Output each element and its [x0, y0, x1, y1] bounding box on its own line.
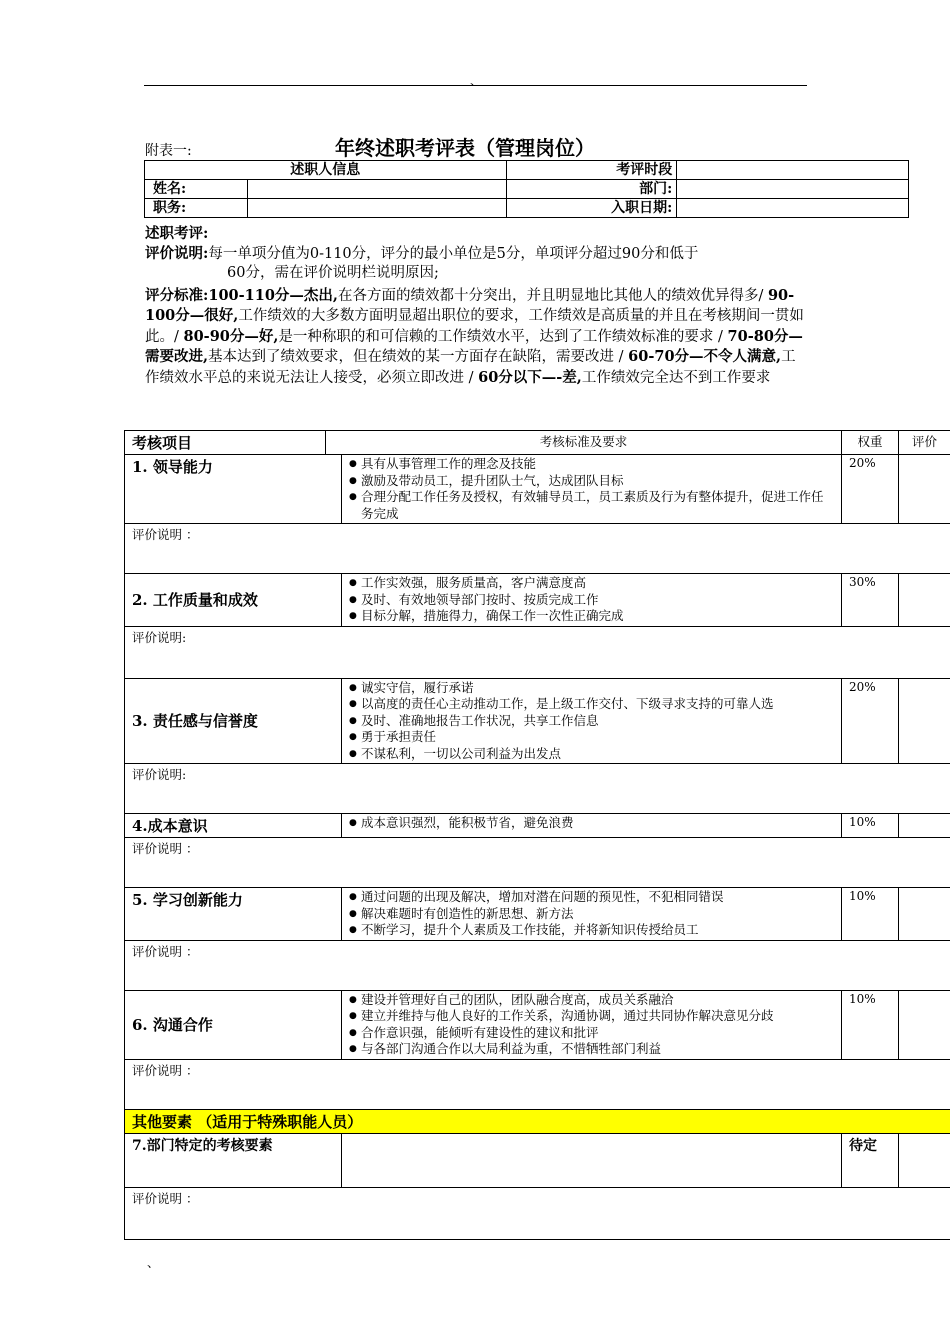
- table-row: [125, 814, 950, 838]
- standard-item: ● 及时、有效地领导部门按时、按质完成工作: [349, 592, 834, 609]
- dept-field[interactable]: [677, 180, 909, 199]
- name-field[interactable]: [247, 180, 506, 199]
- item-name: 4.成本意识: [125, 814, 342, 838]
- evaluation-table: [124, 430, 950, 1240]
- standard-item: ● 及时、准确地报告工作状况，共享工作信息: [349, 713, 834, 730]
- item-comment-field[interactable]: 评价说明 ：: [125, 524, 950, 574]
- standard-item: ● 合作意识强，能倾听有建设性的建议和批评: [349, 1025, 834, 1042]
- standard-item: ● 不谋私利，一切以公司利益为出发点: [349, 746, 834, 763]
- table-row: [125, 455, 950, 524]
- standard-item: ● 成本意识强烈，能积极节省，避免浪费: [349, 815, 834, 832]
- header-item: 考核项目: [125, 431, 326, 455]
- person-info-header: 述职人信息: [145, 161, 507, 180]
- header-score: 评价: [899, 431, 950, 455]
- item-weight: 30%: [842, 574, 899, 627]
- item-comment-field[interactable]: 评价说明 ：: [125, 940, 950, 990]
- dept-specific-score[interactable]: [899, 1133, 950, 1187]
- item-score-field[interactable]: [899, 574, 950, 627]
- item-standards: [342, 990, 842, 1059]
- item-name: 5. 学习创新能力: [125, 888, 342, 941]
- standard-item: ● 激励及带动员工，提升团队士气，达成团队目标: [349, 473, 834, 490]
- bottom-mark: 、: [147, 1256, 160, 1270]
- item-standards: [342, 888, 842, 941]
- period-field[interactable]: [677, 161, 909, 180]
- header-rule: [144, 85, 807, 86]
- position-label: 职务:: [145, 199, 248, 218]
- dept-specific-comment[interactable]: 评价说明 ：: [125, 1187, 950, 1239]
- item-score-field[interactable]: [899, 814, 950, 838]
- name-label: 姓名:: [145, 180, 248, 199]
- other-factors-header: 其他要素 （适用于特殊职能人员）: [125, 1109, 950, 1133]
- item-comment-field[interactable]: 评价说明:: [125, 764, 950, 814]
- eval-note-cont: 60分，需在评价说明栏说明原因;: [227, 265, 439, 281]
- table-row: [125, 888, 950, 941]
- header-standard: 考核标准及要求: [326, 431, 842, 455]
- item-name: 6. 沟通合作: [125, 990, 342, 1059]
- item-standards: [342, 814, 842, 838]
- header-weight: 权重: [842, 431, 899, 455]
- standard-item: ● 以高度的责任心主动推动工作，是上级工作交付、下级寻求支持的可靠人选: [349, 696, 834, 713]
- standard-item: ● 通过问题的出现及解决，增加对潜在问题的预见性，不犯相同错误: [349, 889, 834, 906]
- item-standards: [342, 455, 842, 524]
- period-header: 考评时段: [506, 161, 677, 180]
- eval-note: 评价说明:每一单项分值为0-110分，评分的最小单位是5分，单项评分超过90分和低于: [145, 244, 699, 262]
- item-name: 2. 工作质量和成效: [125, 574, 342, 627]
- scoring-standard: 评分标准:100-110分—杰出,在各方面的绩效都十分突出，并且明显地比其他人的绩效优异得多/ 90-100分—很好,工作绩效的大多数方面明显超出职位的要求，工作绩效是高质量的并且在考核期间一贯如此。/ 80-90分—好,是一种称职的和可信赖的工作绩效水平，达到了工作绩效标准的要求 / 70-80分—需要改进,基本达到了绩效要求，但在绩效的某一方面存在缺陷，需要改进 / 60-70分—不令人满意,工作绩效水平总的来说无法让人接受，必须立即改进 / 60分以下—-差,工作绩效完全达不到工作要求: [145, 286, 804, 386]
- dept-label: 部门:: [506, 180, 677, 199]
- table-row: [125, 574, 950, 627]
- standard-item: ● 具有从事管理工作的理念及技能: [349, 456, 834, 473]
- join-date-label: 入职日期:: [506, 199, 677, 218]
- dept-specific-weight: 待定: [842, 1133, 899, 1187]
- intro-block: [145, 224, 810, 388]
- standard-item: ● 不断学习，提升个人素质及工作技能，并将新知识传授给员工: [349, 922, 834, 939]
- page-title: 年终述职考评表（管理岗位）: [335, 136, 595, 160]
- standard-item: ● 诚实守信，履行承诺: [349, 680, 834, 697]
- item-name: 3. 责任感与信誉度: [125, 678, 342, 764]
- item-comment-field[interactable]: 评价说明 ：: [125, 1059, 950, 1109]
- position-field[interactable]: [247, 199, 506, 218]
- dept-specific-item: 7.部门特定的考核要素: [125, 1133, 342, 1187]
- item-score-field[interactable]: [899, 990, 950, 1059]
- standard-item: ● 目标分解，措施得力，确保工作一次性正确完成: [349, 608, 834, 625]
- item-comment-field[interactable]: 评价说明:: [125, 626, 950, 678]
- item-standards: [342, 678, 842, 764]
- standard-item: ● 合理分配工作任务及授权，有效辅导员工，员工素质及行为有整体提升，促进工作任务完成: [349, 489, 834, 522]
- item-weight: 20%: [842, 455, 899, 524]
- item-score-field[interactable]: [899, 888, 950, 941]
- info-table: [144, 160, 909, 218]
- intro-heading: 述职考评:: [145, 225, 209, 242]
- standard-item: ● 勇于承担责任: [349, 729, 834, 746]
- standard-item: ● 解决难题时有创造性的新思想、新方法: [349, 906, 834, 923]
- item-weight: 10%: [842, 888, 899, 941]
- standard-item: ● 建设并管理好自己的团队，团队融合度高，成员关系融洽: [349, 992, 834, 1009]
- table-row: [125, 678, 950, 764]
- item-name: 1. 领导能力: [125, 455, 342, 524]
- standard-item: ● 与各部门沟通合作以大局利益为重，不惜牺牲部门利益: [349, 1041, 834, 1058]
- item-score-field[interactable]: [899, 455, 950, 524]
- dept-specific-standard[interactable]: [342, 1133, 842, 1187]
- item-score-field[interactable]: [899, 678, 950, 764]
- annex-label: 附表一:: [145, 143, 192, 159]
- standard-item: ● 建立并维持与他人良好的工作关系，沟通协调，通过共同协作解决意见分歧: [349, 1008, 834, 1025]
- item-standards: [342, 574, 842, 627]
- item-weight: 20%: [842, 678, 899, 764]
- item-weight: 10%: [842, 990, 899, 1059]
- standard-item: ● 工作实效强，服务质量高，客户满意度高: [349, 575, 834, 592]
- item-weight: 10%: [842, 814, 899, 838]
- item-comment-field[interactable]: 评价说明 ：: [125, 838, 950, 888]
- join-date-field[interactable]: [677, 199, 909, 218]
- top-mark: 、: [470, 74, 483, 88]
- table-row: [125, 990, 950, 1059]
